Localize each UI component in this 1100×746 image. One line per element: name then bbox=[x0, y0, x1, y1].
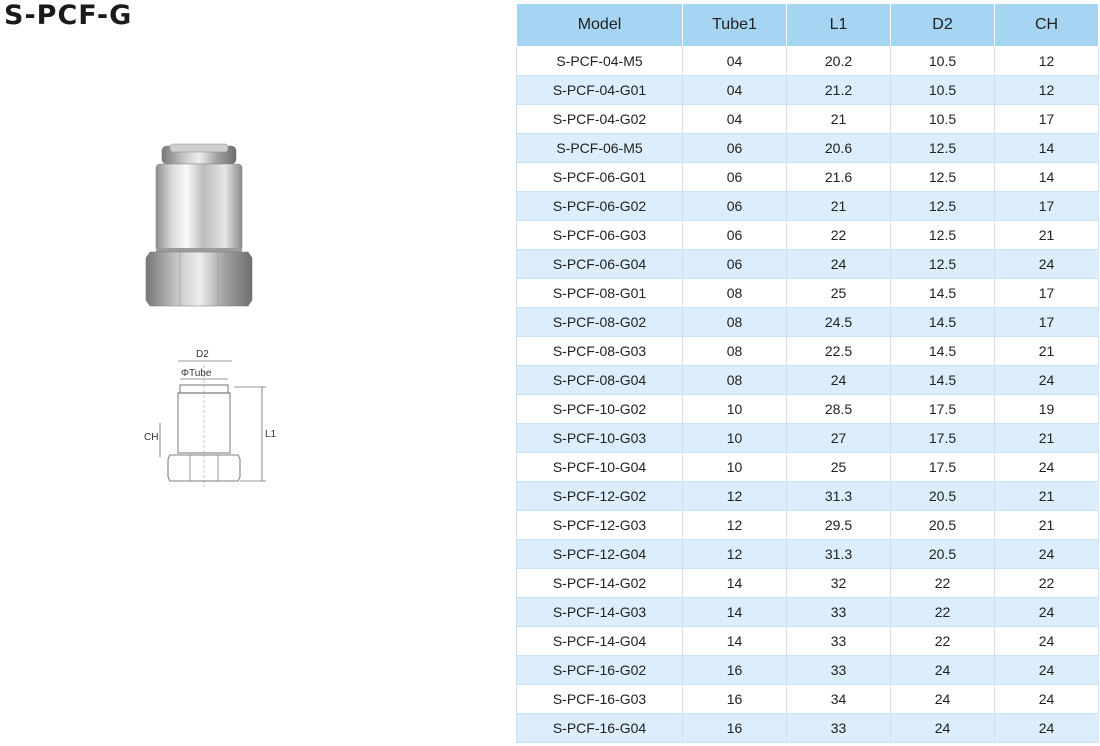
model-cell: S-PCF-06-G03 bbox=[517, 221, 683, 250]
table-row bbox=[517, 366, 1099, 395]
tube-cell: 16 bbox=[683, 685, 787, 714]
d2-cell: 12.5 bbox=[891, 192, 995, 221]
model-cell: S-PCF-04-G01 bbox=[517, 76, 683, 105]
d2-cell: 20.5 bbox=[891, 540, 995, 569]
d2-cell: 22 bbox=[891, 598, 995, 627]
table-row bbox=[517, 163, 1099, 192]
d2-cell: 12.5 bbox=[891, 250, 995, 279]
model-cell: S-PCF-04-M5 bbox=[517, 47, 683, 76]
table-row bbox=[517, 250, 1099, 279]
ch-cell: 22 bbox=[995, 569, 1099, 598]
d2-cell: 24 bbox=[891, 656, 995, 685]
tube-cell: 14 bbox=[683, 569, 787, 598]
tube-cell: 04 bbox=[683, 47, 787, 76]
d2-cell: 10.5 bbox=[891, 105, 995, 134]
table-row bbox=[517, 337, 1099, 366]
ch-cell: 24 bbox=[995, 250, 1099, 279]
tube-cell: 12 bbox=[683, 540, 787, 569]
d2-label: D2 bbox=[196, 349, 209, 360]
table-row bbox=[517, 47, 1099, 76]
model-cell: S-PCF-08-G01 bbox=[517, 279, 683, 308]
l1-cell: 22 bbox=[787, 221, 891, 250]
l1-cell: 32 bbox=[787, 569, 891, 598]
model-cell: S-PCF-12-G02 bbox=[517, 482, 683, 511]
tube-label: ΦTube bbox=[181, 368, 212, 379]
ch-cell: 21 bbox=[995, 482, 1099, 511]
column-header-l1: L1 bbox=[787, 4, 891, 47]
model-cell: S-PCF-04-G02 bbox=[517, 105, 683, 134]
model-cell: S-PCF-08-G04 bbox=[517, 366, 683, 395]
tube-cell: 04 bbox=[683, 105, 787, 134]
l1-cell: 34 bbox=[787, 685, 891, 714]
ch-cell: 14 bbox=[995, 134, 1099, 163]
d2-cell: 12.5 bbox=[891, 221, 995, 250]
ch-cell: 12 bbox=[995, 47, 1099, 76]
l1-cell: 25 bbox=[787, 453, 891, 482]
l1-cell: 24.5 bbox=[787, 308, 891, 337]
ch-cell: 21 bbox=[995, 337, 1099, 366]
model-cell: S-PCF-16-G03 bbox=[517, 685, 683, 714]
table-row bbox=[517, 221, 1099, 250]
tube-cell: 16 bbox=[683, 656, 787, 685]
tube-cell: 06 bbox=[683, 134, 787, 163]
d2-cell: 17.5 bbox=[891, 453, 995, 482]
tube-cell: 06 bbox=[683, 250, 787, 279]
ch-cell: 24 bbox=[995, 453, 1099, 482]
tube-cell: 06 bbox=[683, 163, 787, 192]
model-cell: S-PCF-06-G02 bbox=[517, 192, 683, 221]
ch-cell: 24 bbox=[995, 656, 1099, 685]
tube-cell: 10 bbox=[683, 395, 787, 424]
tube-cell: 10 bbox=[683, 424, 787, 453]
l1-cell: 21.2 bbox=[787, 76, 891, 105]
ch-cell: 17 bbox=[995, 105, 1099, 134]
tube-cell: 08 bbox=[683, 337, 787, 366]
ch-cell: 19 bbox=[995, 395, 1099, 424]
ch-cell: 24 bbox=[995, 540, 1099, 569]
model-cell: S-PCF-12-G04 bbox=[517, 540, 683, 569]
table-row bbox=[517, 627, 1099, 656]
table-row bbox=[517, 714, 1099, 743]
l1-cell: 24 bbox=[787, 366, 891, 395]
dimension-drawing bbox=[140, 345, 280, 490]
table-row bbox=[517, 569, 1099, 598]
l1-cell: 28.5 bbox=[787, 395, 891, 424]
ch-cell: 21 bbox=[995, 221, 1099, 250]
model-cell: S-PCF-06-G01 bbox=[517, 163, 683, 192]
page-title: S-PCF-G bbox=[4, 0, 133, 31]
model-cell: S-PCF-10-G04 bbox=[517, 453, 683, 482]
ch-cell: 12 bbox=[995, 76, 1099, 105]
ch-cell: 21 bbox=[995, 511, 1099, 540]
l1-cell: 31.3 bbox=[787, 482, 891, 511]
tube-cell: 14 bbox=[683, 627, 787, 656]
l1-cell: 20.6 bbox=[787, 134, 891, 163]
l1-label: L1 bbox=[265, 429, 277, 440]
model-cell: S-PCF-08-G03 bbox=[517, 337, 683, 366]
table-row bbox=[517, 453, 1099, 482]
table-row bbox=[517, 308, 1099, 337]
d2-cell: 12.5 bbox=[891, 134, 995, 163]
column-header-tube1: Tube1 bbox=[683, 4, 787, 47]
ch-cell: 17 bbox=[995, 308, 1099, 337]
model-cell: S-PCF-14-G03 bbox=[517, 598, 683, 627]
ch-cell: 14 bbox=[995, 163, 1099, 192]
d2-cell: 24 bbox=[891, 685, 995, 714]
table-row bbox=[517, 134, 1099, 163]
table-row bbox=[517, 685, 1099, 714]
model-cell: S-PCF-06-M5 bbox=[517, 134, 683, 163]
column-header-model: Model bbox=[517, 4, 683, 47]
ch-cell: 24 bbox=[995, 598, 1099, 627]
table-row bbox=[517, 279, 1099, 308]
tube-cell: 14 bbox=[683, 598, 787, 627]
model-cell: S-PCF-14-G02 bbox=[517, 569, 683, 598]
l1-cell: 20.2 bbox=[787, 47, 891, 76]
table-row bbox=[517, 424, 1099, 453]
model-cell: S-PCF-06-G04 bbox=[517, 250, 683, 279]
product-photo bbox=[140, 140, 280, 315]
d2-cell: 20.5 bbox=[891, 482, 995, 511]
l1-cell: 33 bbox=[787, 627, 891, 656]
l1-cell: 29.5 bbox=[787, 511, 891, 540]
ch-cell: 24 bbox=[995, 627, 1099, 656]
table-row bbox=[517, 598, 1099, 627]
ch-cell: 24 bbox=[995, 714, 1099, 743]
table-row bbox=[517, 482, 1099, 511]
tube-cell: 08 bbox=[683, 308, 787, 337]
table-row bbox=[517, 656, 1099, 685]
d2-cell: 20.5 bbox=[891, 511, 995, 540]
d2-cell: 22 bbox=[891, 627, 995, 656]
tube-cell: 04 bbox=[683, 76, 787, 105]
model-cell: S-PCF-12-G03 bbox=[517, 511, 683, 540]
tube-cell: 10 bbox=[683, 453, 787, 482]
tube-cell: 06 bbox=[683, 221, 787, 250]
table-row bbox=[517, 395, 1099, 424]
tube-cell: 08 bbox=[683, 279, 787, 308]
ch-cell: 21 bbox=[995, 424, 1099, 453]
d2-cell: 12.5 bbox=[891, 163, 995, 192]
table-row bbox=[517, 511, 1099, 540]
l1-cell: 33 bbox=[787, 656, 891, 685]
l1-cell: 27 bbox=[787, 424, 891, 453]
d2-cell: 22 bbox=[891, 569, 995, 598]
d2-cell: 10.5 bbox=[891, 47, 995, 76]
l1-cell: 22.5 bbox=[787, 337, 891, 366]
l1-cell: 33 bbox=[787, 598, 891, 627]
model-cell: S-PCF-14-G04 bbox=[517, 627, 683, 656]
spec-table bbox=[516, 3, 1099, 743]
table-row bbox=[517, 540, 1099, 569]
ch-cell: 17 bbox=[995, 279, 1099, 308]
tube-cell: 08 bbox=[683, 366, 787, 395]
d2-cell: 24 bbox=[891, 714, 995, 743]
ch-cell: 24 bbox=[995, 685, 1099, 714]
table-row bbox=[517, 192, 1099, 221]
l1-cell: 24 bbox=[787, 250, 891, 279]
model-cell: S-PCF-16-G04 bbox=[517, 714, 683, 743]
d2-cell: 14.5 bbox=[891, 366, 995, 395]
ch-cell: 24 bbox=[995, 366, 1099, 395]
ch-label: CH bbox=[144, 432, 159, 443]
tube-cell: 12 bbox=[683, 511, 787, 540]
tube-cell: 12 bbox=[683, 482, 787, 511]
model-cell: S-PCF-10-G02 bbox=[517, 395, 683, 424]
d2-cell: 14.5 bbox=[891, 279, 995, 308]
column-header-ch: CH bbox=[995, 4, 1099, 47]
model-cell: S-PCF-10-G03 bbox=[517, 424, 683, 453]
l1-cell: 31.3 bbox=[787, 540, 891, 569]
d2-cell: 14.5 bbox=[891, 308, 995, 337]
d2-cell: 10.5 bbox=[891, 76, 995, 105]
l1-cell: 33 bbox=[787, 714, 891, 743]
table-row bbox=[517, 105, 1099, 134]
ch-cell: 17 bbox=[995, 192, 1099, 221]
column-header-d2: D2 bbox=[891, 4, 995, 47]
l1-cell: 21 bbox=[787, 192, 891, 221]
l1-cell: 21 bbox=[787, 105, 891, 134]
l1-cell: 25 bbox=[787, 279, 891, 308]
tube-cell: 16 bbox=[683, 714, 787, 743]
table-row bbox=[517, 76, 1099, 105]
d2-cell: 17.5 bbox=[891, 424, 995, 453]
l1-cell: 21.6 bbox=[787, 163, 891, 192]
model-cell: S-PCF-16-G02 bbox=[517, 656, 683, 685]
table-header-row bbox=[517, 4, 1099, 47]
d2-cell: 17.5 bbox=[891, 395, 995, 424]
model-cell: S-PCF-08-G02 bbox=[517, 308, 683, 337]
tube-cell: 06 bbox=[683, 192, 787, 221]
d2-cell: 14.5 bbox=[891, 337, 995, 366]
